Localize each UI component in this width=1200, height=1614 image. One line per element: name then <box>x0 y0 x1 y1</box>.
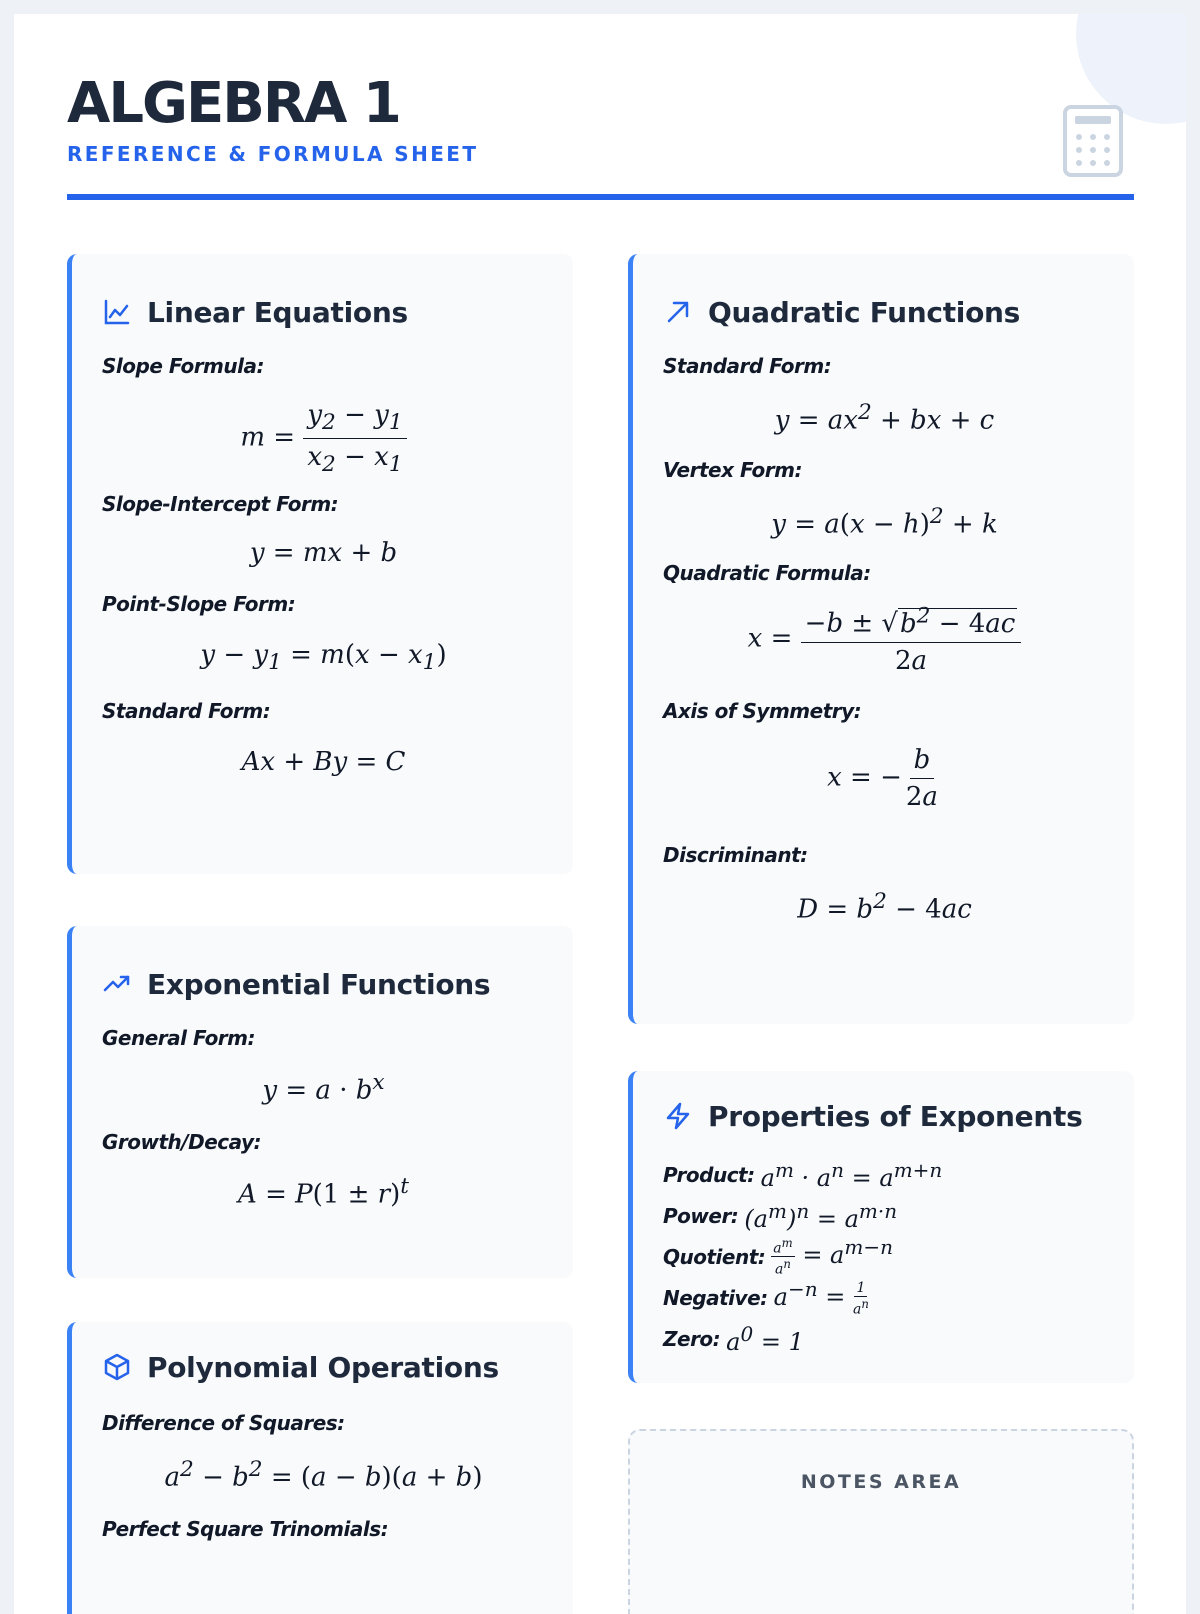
quadratic-formula: x = $\frac{-b \pm √b^2 - 4ac}{2a}$ <box>663 603 1106 679</box>
axis-of-symmetry-formula: x = − $\frac{b}{2a}$ <box>827 745 938 813</box>
power-rule: Power: $(a^m)^n = a^{m\cdot n}$ <box>663 1198 898 1233</box>
quotient-rule: Quotient: $\frac{a^m}{a^n}$ = $a^{m-n}$ <box>663 1235 893 1278</box>
growth-decay-label: Growth/Decay: <box>102 1129 262 1154</box>
page-subtitle: REFERENCE & FORMULA SHEET <box>67 142 479 166</box>
card-properties-of-exponents <box>628 1071 1134 1383</box>
arrow-up-right-icon <box>663 297 693 327</box>
cube-icon <box>102 1352 132 1382</box>
lightning-bolt-icon <box>663 1101 693 1131</box>
card-title: Linear Equations <box>147 295 408 329</box>
notes-title: NOTES AREA <box>800 1471 962 1493</box>
discriminant-formula: $D = b^2 - 4ac$ <box>797 889 972 925</box>
point-slope-label: Point-Slope Form: <box>102 592 296 616</box>
card-title: Exponential Functions <box>147 967 491 1001</box>
quadratic-standard-formula: $y = ax^2$ + bx + c <box>774 400 995 436</box>
axis-of-symmetry-label: Axis of Symmetry: <box>663 699 862 724</box>
difference-of-squares-label: Difference of Squares: <box>102 1411 345 1435</box>
quadratic-standard-label: Standard Form: <box>663 354 832 378</box>
negative-rule: Negative: $a^{-n}$ = $\frac{1}{a^n}$ <box>663 1277 869 1318</box>
slope-intercept-formula: y = mx + b <box>249 538 398 568</box>
slope-formula: m = $\frac{y_2 - y_1}{x_2 - x_1}$ <box>102 400 545 470</box>
page-title: ALGEBRA 1 <box>67 71 400 136</box>
vertex-form-formula: $y = a(x - h)^2 + k$ <box>771 503 998 540</box>
sheet-header <box>67 71 1134 166</box>
power-label: Power: <box>663 1203 739 1228</box>
reference-sheet <box>14 14 1186 1614</box>
card-linear-equations <box>67 254 573 874</box>
chart-line-icon <box>102 297 132 327</box>
growth-decay-formula: $A = P(1 \pm r)^t$ <box>238 1173 409 1210</box>
general-form-label: General Form: <box>102 1026 256 1050</box>
card-title: Polynomial Operations <box>147 1350 499 1384</box>
negative-label: Negative: <box>663 1285 768 1310</box>
difference-of-squares-formula: $a^2 - b^2 = (a - b)(a + b)$ <box>164 1457 483 1493</box>
header-rule <box>67 194 1134 200</box>
zero-rule: Zero: $a^0 = 1$ <box>663 1321 804 1356</box>
slope-intercept-label: Slope-Intercept Form: <box>102 492 339 516</box>
point-slope-formula: $y - y_1 = m(x - x_1)$ <box>200 640 447 676</box>
quotient-label: Quotient: <box>663 1244 766 1269</box>
trending-up-icon <box>102 969 132 999</box>
calculator-icon <box>1062 104 1124 178</box>
vertex-form-label: Vertex Form: <box>663 457 802 482</box>
standard-form-formula: Ax + By = C <box>241 747 406 778</box>
card-quadratic-functions <box>628 254 1134 1024</box>
card-polynomial-operations <box>67 1322 573 1614</box>
card-exponential-functions <box>67 926 573 1278</box>
general-form-formula: $y = a \cdot b^x$ <box>262 1070 385 1106</box>
perfect-square-label: Perfect Square Trinomials: <box>102 1516 389 1541</box>
quadratic-formula-label: Quadratic Formula: <box>663 561 871 586</box>
card-title: Properties of Exponents <box>708 1099 1083 1133</box>
product-rule: Product: $a^m \cdot a^n = a^{m+n}$ <box>663 1157 943 1192</box>
product-label: Product: <box>663 1162 755 1187</box>
zero-label: Zero: <box>663 1326 721 1351</box>
standard-form-label: Standard Form: <box>102 699 271 724</box>
card-title: Quadratic Functions <box>708 295 1021 329</box>
notes-area[interactable] <box>628 1429 1134 1614</box>
discriminant-label: Discriminant: <box>663 843 808 868</box>
slope-formula-label: Slope Formula: <box>102 354 264 378</box>
